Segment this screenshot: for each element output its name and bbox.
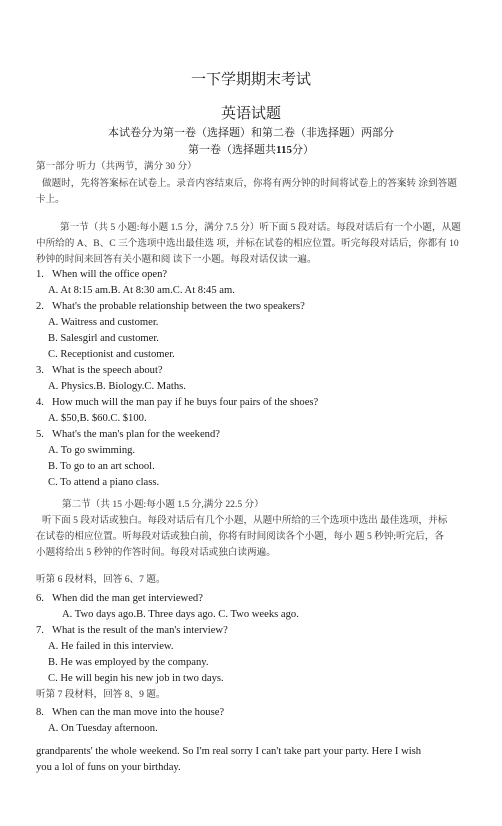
answer-option: A. He failed in this interview. xyxy=(48,641,174,652)
section1-instruction-line: 第一节（共 5 小题:每小题 1.5 分，满分 7.5 分）听下面 5 段对话。每段对话后有一个小题，从题 xyxy=(60,222,461,233)
answer-option: C. Receptionist and customer. xyxy=(48,349,175,360)
answer-option: A. On Tuesday afternoon. xyxy=(48,723,158,734)
answer-option: C. To attend a piano class. xyxy=(48,477,160,488)
answer-options: A. $50,B. $60.C. $100. xyxy=(48,413,147,424)
passage-fragment-line: you a lol of funs on your birthday. xyxy=(36,762,181,773)
answer-option: B. To go to an art school. xyxy=(48,461,155,472)
section2-instruction-line: 在试卷的相应位置。听每段对话或独白前，你将有时间阅读各个小题，每小 题 5 秒钟;听完后，各 xyxy=(36,531,445,542)
question-number: 6. xyxy=(36,593,44,604)
part1-instruction-line: 做题时，先将答案标在试卷上。录音内容结束后，你将有两分钟的时间将试卷上的答案转 涂到答题 xyxy=(42,178,457,189)
question-text: What is the speech about? xyxy=(52,365,163,376)
question-text: When can the man move into the house? xyxy=(52,707,225,718)
question-text: What's the man's plan for the weekend? xyxy=(52,429,220,440)
question-number: 1. xyxy=(36,269,44,280)
volume-prefix: 第一卷（选择题共 xyxy=(188,144,277,156)
subject-title: 英语试题 xyxy=(220,106,281,122)
section2-heading: 第二节（共 15 小题:每小题 1.5 分,满分 22.5 分） xyxy=(62,499,264,510)
question-text: When will the office open? xyxy=(52,269,168,280)
section1-instruction-line: 秒钟的时间来回答有关小题和阅 读下一小题。每段对话仅读一遍。 xyxy=(36,254,317,265)
question-number: 8. xyxy=(36,707,44,718)
exam-title: 一下学期期末考试 xyxy=(190,72,311,88)
volume-suffix: 分） xyxy=(291,144,314,156)
question-text: When did the man get interviewed? xyxy=(52,593,203,604)
answer-option: A. To go swimming. xyxy=(48,445,136,456)
question-number: 3. xyxy=(36,365,44,376)
section2-instruction-line: 听下面 5 段对话或独白。每段对话后有几个小题，从题中所给的三个选项中选出 最佳选项，并标 xyxy=(42,515,448,526)
answer-options: A. At 8:15 am.B. At 8:30 am.C. At 8:45 am. xyxy=(48,285,235,296)
volume-heading xyxy=(0,145,502,156)
paper-intro: 本试卷分为第一卷（选择题）和第二卷（非选择题）两部分 xyxy=(108,127,394,139)
answer-options: A. Physics.B. Biology.C. Maths. xyxy=(48,381,186,392)
answer-option: B. Salesgirl and customer. xyxy=(48,333,159,344)
answer-options: A. Two days ago.B. Three days ago. C. Two weeks ago. xyxy=(62,609,299,620)
question-number: 5. xyxy=(36,429,44,440)
question-text: What is the result of the man's interview? xyxy=(52,625,228,636)
question-text: How much will the man pay if he buys four pairs of the shoes? xyxy=(52,397,319,408)
answer-option: B. He was employed by the company. xyxy=(48,657,209,668)
answer-option: A. Waitress and customer. xyxy=(48,317,159,328)
section2-instruction-line: 小题将给出 5 秒钟的作答时间。每段对话或独白读两遍。 xyxy=(36,547,276,558)
material-note: 听第 6 段材料，回答 6、7 题。 xyxy=(36,574,166,585)
question-number: 2. xyxy=(36,301,44,312)
part1-heading: 第一部分 听力（共两节，满分 30 分） xyxy=(36,161,197,172)
question-text: What's the probable relationship between the two speakers? xyxy=(52,301,305,312)
part1-instruction-line: 卡上。 xyxy=(36,194,65,205)
passage-fragment-line: grandparents' the whole weekend. So I'm real sorry I can't take part your party. Here I wish xyxy=(36,746,422,757)
material-note: 听第 7 段材料，回答 8、9 题。 xyxy=(36,689,166,700)
question-number: 7. xyxy=(36,625,44,636)
answer-option: C. He will begin his new job in two days. xyxy=(48,673,224,684)
section1-instruction-line: 中所给的 A、B、C 三个选项中选出最佳选 项，并标在试卷的相应位置。听完每段对话后，你都有 10 xyxy=(36,238,459,249)
volume-score: 115 xyxy=(276,144,292,156)
question-number: 4. xyxy=(36,397,44,408)
